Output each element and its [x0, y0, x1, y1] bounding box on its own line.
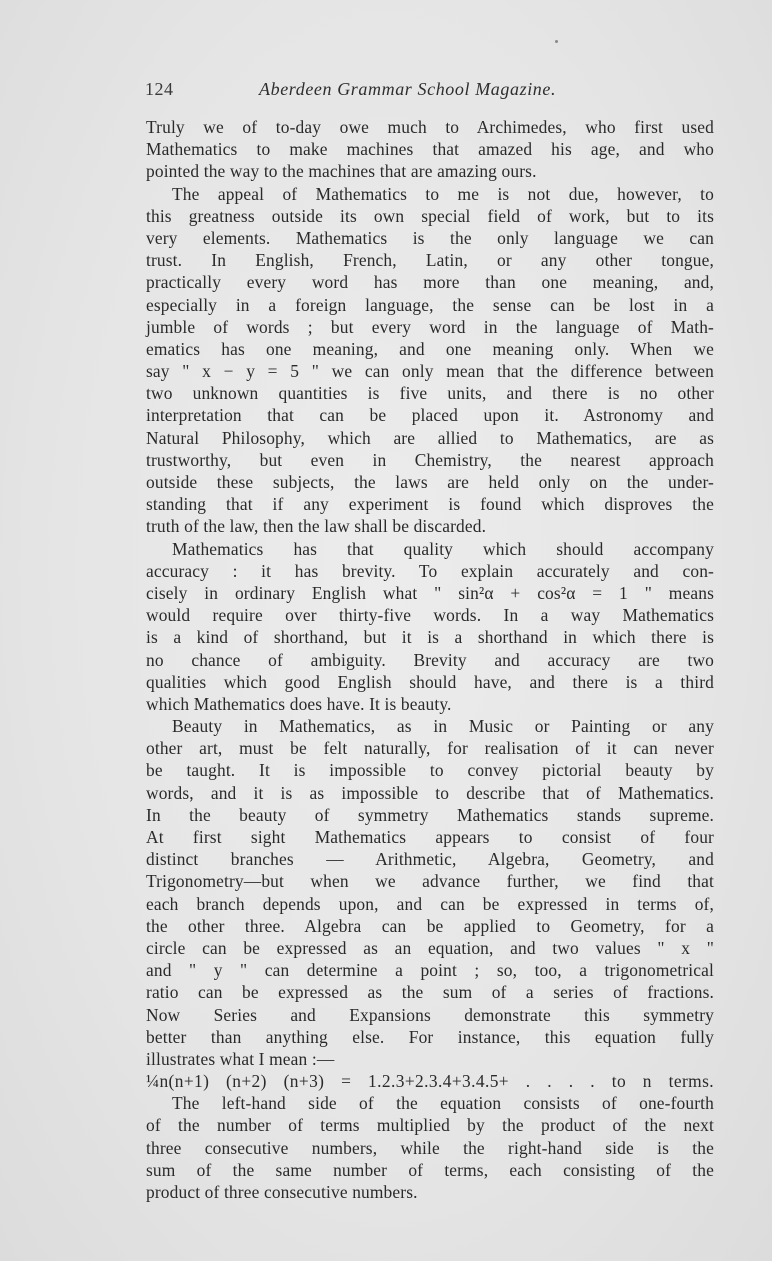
text-line: jumble of words ; but every word in the language of Math-: [146, 316, 714, 337]
text-line: ratio can be expressed as the sum of a series of fractions.: [146, 982, 714, 1003]
page-header: [145, 74, 615, 104]
text-line: The left-hand side of the equation consists of one-fourth: [172, 1093, 714, 1114]
running-title: Aberdeen Grammar School Magazine.: [259, 79, 557, 99]
text-line: especially in a foreign language, the sense can be lost in a: [146, 294, 714, 315]
text-line: words, and it is as impossible to describe that of Mathematics.: [146, 782, 714, 803]
text-line: Beauty in Mathematics, as in Music or Painting or any: [172, 716, 714, 737]
text-line: Trigonometry—but when we advance further, we find that: [146, 871, 714, 892]
text-line: Truly we of to-day owe much to Archimedes, who first used: [146, 117, 714, 137]
text-line: trustworthy, but even in Chemistry, the nearest approach: [146, 449, 714, 470]
text-line: qualities which good English should have, and there is a third: [146, 671, 714, 692]
text-line: each branch depends upon, and can be expressed in terms of,: [146, 893, 714, 914]
text-line: circle can be expressed as an equation, and two values " x ": [146, 937, 714, 958]
text-line: which Mathematics does have. It is beauty.: [146, 693, 452, 714]
text-line: standing that if any experiment is found which disproves the: [146, 494, 714, 515]
text-line: Now Series and Expansions demonstrate this symmetry: [146, 1004, 714, 1025]
text-line: trust. In English, French, Latin, or any other tongue,: [146, 250, 714, 271]
article-body: [146, 116, 714, 1203]
text-line: better than anything else. For instance, this equation fully: [146, 1026, 714, 1047]
text-line: two unknown quantities is five units, and there is no other: [146, 383, 714, 404]
text-line: practically every word has more than one meaning, and,: [146, 272, 714, 293]
text-line: ematics has one meaning, and one meaning only. When we: [146, 338, 714, 359]
text-line: the other three. Algebra can be applied to Geometry, for a: [146, 915, 714, 936]
text-line: product of three consecutive numbers.: [146, 1182, 418, 1202]
text-line: no chance of ambiguity. Brevity and accuracy are two: [146, 649, 714, 670]
text-line: Natural Philosophy, which are allied to Mathematics, are as: [146, 427, 714, 448]
text-line: say " x − y = 5 " we can only mean that the difference between: [146, 361, 714, 382]
equation-line: ¼n(n+1) (n+2) (n+3) = 1.2.3+2.3.4+3.4.5+ . . . . to n terms.: [146, 1071, 714, 1092]
text-line: of the number of terms multiplied by the product of the next: [146, 1115, 714, 1136]
text-line: At first sight Mathematics appears to consist of four: [146, 827, 714, 847]
text-line: this greatness outside its own special field of work, but to its: [146, 205, 714, 226]
text-line: distinct branches — Arithmetic, Algebra, Geometry, and: [146, 849, 714, 870]
text-line: three consecutive numbers, while the right-hand side is the: [146, 1137, 714, 1158]
text-line: be taught. It is impossible to convey pictorial beauty by: [146, 760, 714, 781]
text-line: truth of the law, then the law shall be discarded.: [146, 516, 487, 537]
text-line: interpretation that can be placed upon it. Astronomy and: [146, 405, 714, 426]
text-line: accuracy : it has brevity. To explain accurately and con-: [146, 560, 714, 581]
text-line: Mathematics has that quality which should accompany: [172, 538, 714, 559]
text-line: very elements. Mathematics is the only language we can: [146, 227, 714, 248]
text-line: The appeal of Mathematics to me is not due, however, to: [172, 183, 714, 204]
text-line: In the beauty of symmetry Mathematics stands supreme.: [146, 804, 714, 825]
text-line: and " y " can determine a point ; so, too, a trigonometrical: [146, 960, 714, 981]
print-speck: [555, 40, 558, 43]
text-line: other art, must be felt naturally, for realisation of it can never: [146, 738, 714, 759]
text-line: is a kind of shorthand, but it is a shorthand in which there is: [146, 627, 714, 648]
text-line: Mathematics to make machines that amazed his age, and who: [146, 139, 714, 160]
text-line: pointed the way to the machines that are amazing ours.: [146, 161, 537, 182]
text-line: outside these subjects, the laws are held only on the under-: [146, 472, 714, 492]
page-number: 124: [145, 79, 174, 99]
text-line: would require over thirty-five words. In a way Mathematics: [146, 605, 714, 626]
text-line: sum of the same number of terms, each consisting of the: [146, 1159, 714, 1180]
text-line: cisely in ordinary English what " sin²α + cos²α = 1 " means: [146, 582, 714, 603]
text-line: illustrates what I mean :—: [146, 1048, 335, 1069]
